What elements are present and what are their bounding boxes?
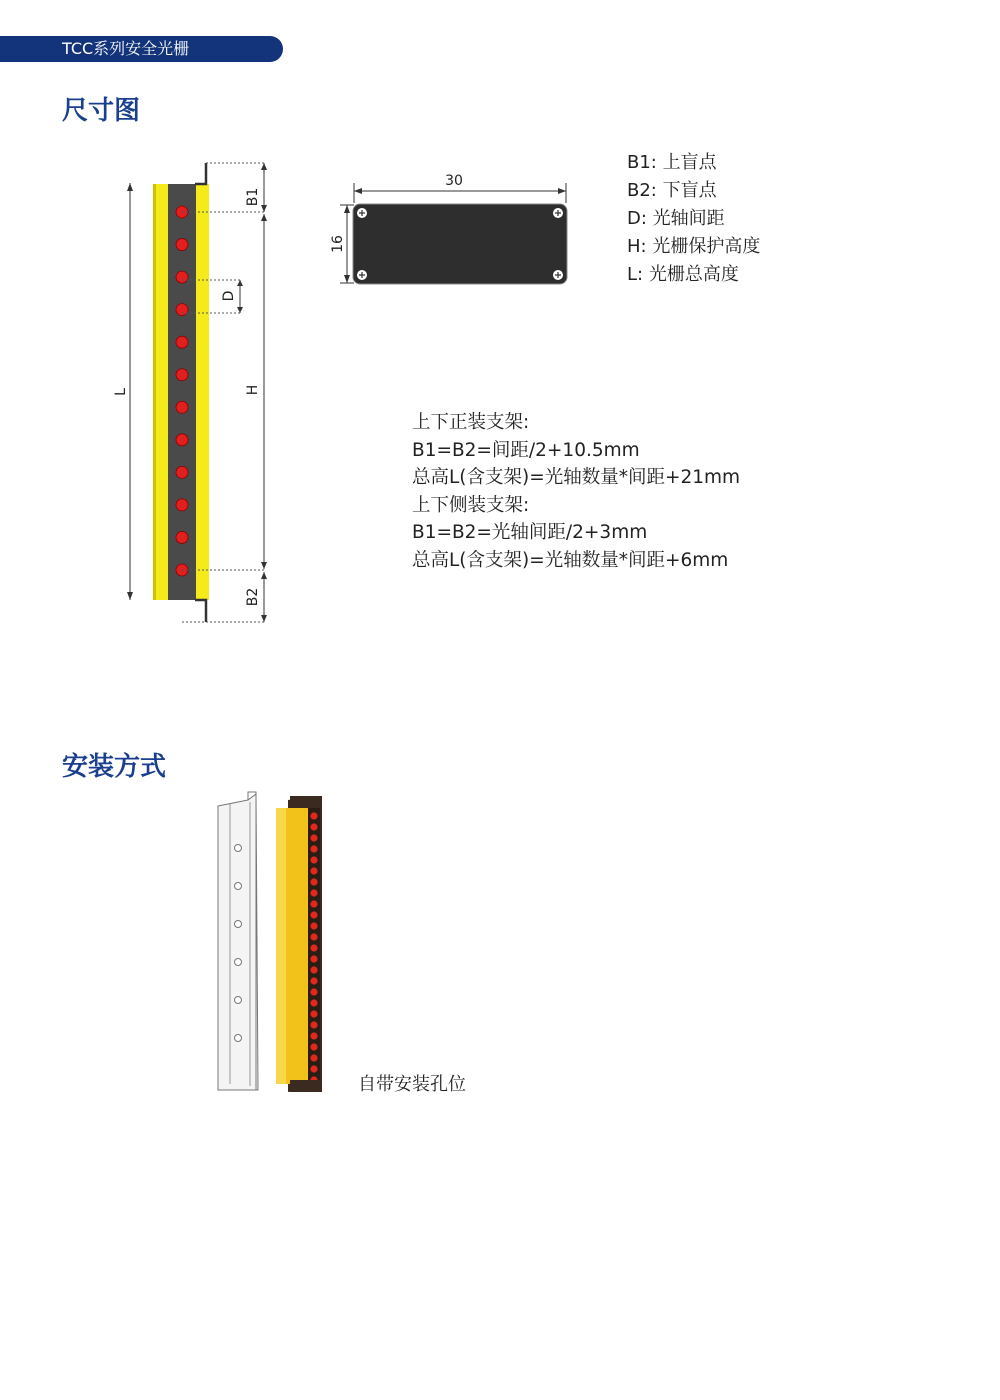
led-dot — [310, 845, 317, 852]
mounting-section-title: 安装方式 — [62, 752, 167, 782]
beam-emitter — [176, 466, 188, 478]
beam-emitter — [176, 499, 188, 511]
dimension-legend — [627, 149, 760, 289]
led-dot — [310, 911, 317, 918]
bracket-hole — [235, 997, 242, 1004]
b1-label: B1 — [245, 187, 261, 207]
bracket-hole — [235, 1035, 242, 1042]
formula-line: B1=B2=间距/2+10.5mm — [412, 439, 640, 461]
mounting-caption: 自带安装孔位 — [358, 1074, 466, 1095]
bracket-formulas — [412, 409, 740, 574]
led-dot — [310, 856, 317, 863]
bracket-hole — [235, 845, 242, 852]
led-dot — [310, 999, 317, 1006]
plate — [353, 204, 567, 284]
b2-label: B2 — [245, 587, 261, 607]
formula-line: 上下正装支架: — [412, 412, 530, 433]
mounting-bracket — [218, 792, 258, 1090]
led-dot — [310, 1065, 317, 1072]
height-label: 16 — [330, 235, 346, 253]
led-dot — [310, 900, 317, 907]
led-dot — [310, 955, 317, 962]
beam-emitter — [176, 401, 188, 413]
led-dot — [310, 966, 317, 973]
led-dot — [310, 889, 317, 896]
light-curtain-unit — [276, 796, 322, 1092]
beam-emitter — [176, 336, 188, 348]
legend-item: B2: 下盲点 — [627, 180, 717, 201]
cross-section-drawing — [330, 165, 580, 295]
beam-emitter — [176, 434, 188, 446]
beam-emitter — [176, 271, 188, 283]
series-label: TCC系列安全光栅 — [62, 39, 190, 58]
dimensions-section-title: 尺寸图 — [62, 96, 141, 126]
led-dot — [310, 1032, 317, 1039]
led-dot — [310, 823, 317, 830]
legend-item: L: 光栅总高度 — [627, 264, 739, 285]
led-dot — [310, 1054, 317, 1061]
bracket-hole — [235, 959, 242, 966]
led-dot — [310, 922, 317, 929]
bottom-bracket — [195, 600, 206, 622]
mounting-illustration — [210, 790, 340, 1100]
formula-line: 上下侧装支架: — [412, 494, 530, 516]
bracket-hole — [235, 921, 242, 928]
l-label: L — [113, 388, 129, 396]
led-dot — [310, 1021, 317, 1028]
legend-item: D: 光轴间距 — [627, 208, 725, 229]
beam-emitter — [176, 304, 188, 316]
bracket-hole — [235, 883, 242, 890]
led-dot — [310, 878, 317, 885]
led-dot — [310, 988, 317, 995]
led-dot — [310, 867, 317, 874]
led-dot — [310, 1010, 317, 1017]
light-curtain-dimension-drawing — [0, 0, 300, 640]
formula-line: 总高L(含支架)=光轴数量*间距+6mm — [412, 549, 729, 571]
legend-item: B1: 上盲点 — [627, 152, 717, 173]
top-bracket — [195, 163, 206, 184]
led-dot — [310, 1043, 317, 1050]
width-label: 30 — [445, 173, 463, 189]
beam-emitter — [176, 239, 188, 251]
beam-emitter — [176, 369, 188, 381]
h-label: H — [245, 384, 261, 396]
led-dot — [310, 933, 317, 940]
led-dot — [310, 834, 317, 841]
led-dot — [310, 812, 317, 819]
legend-item: H: 光栅保护高度 — [627, 236, 761, 257]
led-dot — [310, 944, 317, 951]
formula-line: 总高L(含支架)=光轴数量*间距+21mm — [412, 467, 741, 488]
led-dot — [310, 977, 317, 984]
d-label: D — [221, 290, 237, 302]
formula-line: B1=B2=光轴间距/2+3mm — [412, 522, 648, 543]
beam-emitter — [176, 531, 188, 543]
